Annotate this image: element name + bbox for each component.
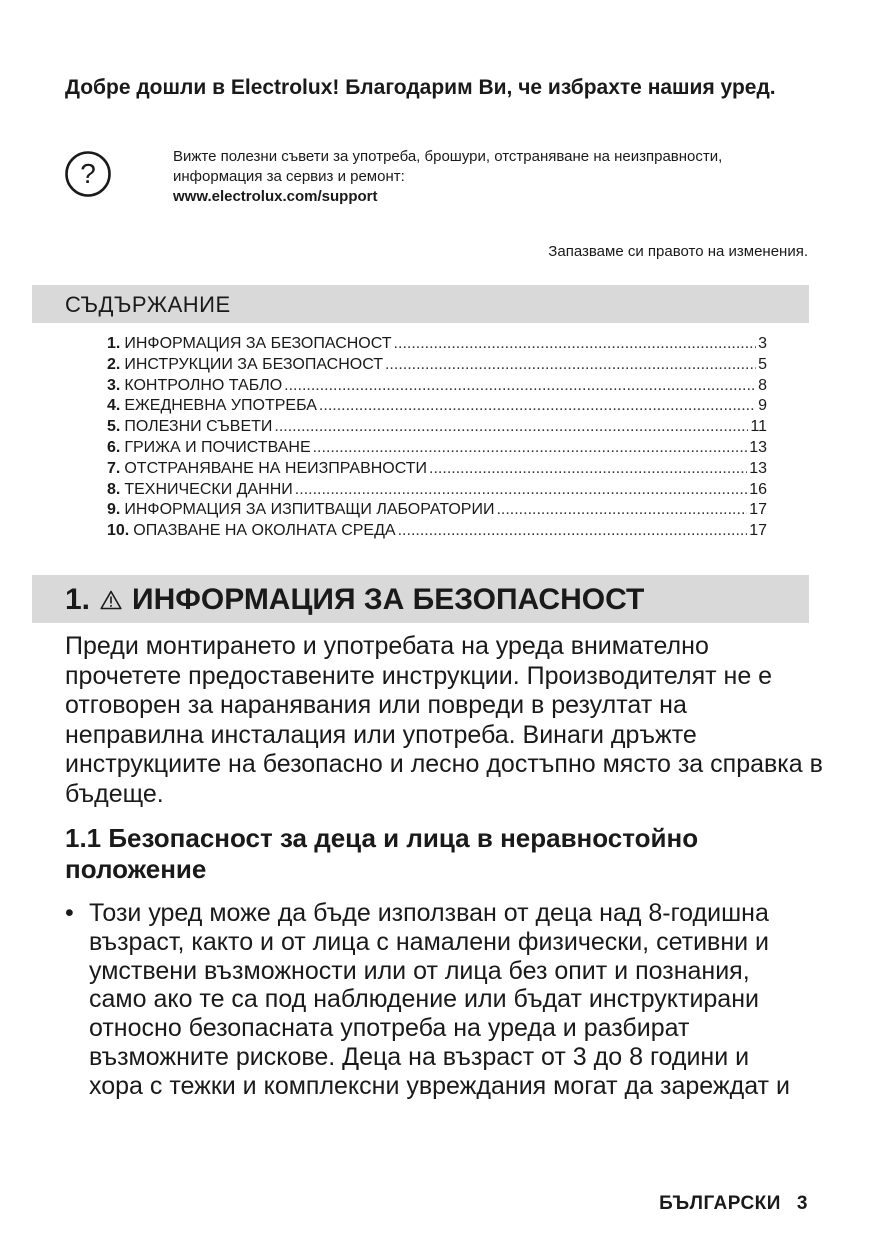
toc-dot-leader (429, 459, 747, 480)
toc-item-label: ОПАЗВАНЕ НА ОКОЛНАТА СРЕДА (133, 522, 396, 540)
toc-item-number: 2. (107, 355, 121, 373)
toc-header-bar (32, 285, 809, 323)
toc-item-page: 13 (749, 459, 767, 477)
toc-dot-leader (319, 396, 756, 417)
toc-dot-leader (295, 480, 747, 501)
bullet-text: Този уред може да бъде използван от деца над 8-годишна възраст, както и от лица с намалени физически, сетивни и умствени възможности или от лица без опит и познания, само ако те са под наблюдение или бъдат инструктирани относно безопасната употреба на уреда и разбират възможните рискове. Деца на възраст от 3 до 8 години и хора с тежки и комплексни увреждания могат да зареждат и (89, 899, 790, 1100)
toc-item-number: 10. (107, 522, 130, 540)
toc-item[interactable] (107, 500, 767, 521)
toc-item-label: ПОЛЕЗНИ СЪВЕТИ (124, 418, 273, 436)
rights-notice: Запазваме си правото на изменения. (548, 243, 808, 260)
toc-item[interactable] (107, 417, 767, 438)
toc-item-label: КОНТРОЛНО ТАБЛО (124, 376, 283, 394)
toc-item-number: 9. (107, 501, 121, 519)
svg-text:?: ? (80, 158, 96, 189)
toc-item[interactable] (107, 376, 767, 397)
page-number: 3 (796, 1193, 808, 1214)
toc-dot-leader (385, 355, 756, 376)
section-number: 1. (65, 583, 91, 616)
toc-item-label: ИНФОРМАЦИЯ ЗА ИЗПИТВАЩИ ЛАБОРАТОРИИ (124, 501, 495, 519)
toc-dot-leader (284, 376, 756, 397)
section-1-header-bar (32, 575, 809, 623)
toc-item[interactable] (107, 438, 767, 459)
subsection-title: 1.1 Безопасност за деца и лица в неравностойно положение (65, 823, 699, 884)
toc-item-page: 3 (758, 335, 767, 352)
toc-dot-leader (496, 500, 747, 521)
page-footer (659, 1193, 808, 1215)
toc-item-page: 11 (750, 418, 767, 436)
toc-item-label: ИНСТРУКЦИИ ЗА БЕЗОПАСНОСТ (124, 355, 383, 373)
toc-item-page: 9 (758, 397, 767, 415)
toc-dot-leader (398, 521, 748, 542)
toc-item[interactable] (107, 334, 767, 355)
welcome-heading: Добре дошли в Electrolux! Благодарим Ви, че избрахте нашия уред. (65, 76, 776, 99)
toc-dot-leader (394, 334, 757, 355)
toc-item-page: 8 (758, 376, 767, 394)
support-info (173, 147, 813, 207)
support-text-line-1: Вижте полезни съвети за употреба, брошури, отстраняване на неизправности, (173, 148, 723, 165)
list-item (65, 899, 825, 1101)
section-1-title (65, 584, 644, 616)
toc-item-number: 6. (107, 438, 121, 456)
toc-item-number: 5. (107, 418, 121, 436)
toc-item-page: 5 (758, 355, 767, 373)
support-link[interactable]: www.electrolux.com/support (173, 188, 378, 205)
toc-item-label: ОТСТРАНЯВАНЕ НА НЕИЗПРАВНОСТИ (124, 459, 428, 477)
toc-item[interactable] (107, 480, 767, 501)
toc-item-page: 17 (749, 522, 767, 540)
toc-item[interactable] (107, 396, 767, 417)
toc-item-label: ЕЖЕДНЕВНА УПОТРЕБА (124, 397, 317, 415)
toc-item[interactable] (107, 521, 767, 542)
toc-item-page: 13 (749, 438, 767, 456)
question-circle-icon (64, 150, 112, 198)
toc-item[interactable] (107, 459, 767, 480)
section-title-text: ИНФОРМАЦИЯ ЗА БЕЗОПАСНОСТ (132, 583, 645, 616)
toc-item-page: 16 (749, 480, 767, 498)
toc-item-number: 7. (107, 459, 121, 477)
toc-item-number: 1. (107, 335, 121, 352)
toc-item-number: 8. (107, 480, 121, 498)
toc-item[interactable] (107, 355, 767, 376)
footer-language: БЪЛГАРСКИ (659, 1193, 781, 1214)
toc-dot-leader (274, 417, 748, 438)
toc-item-number: 4. (107, 397, 121, 415)
toc-item-label: ИНФОРМАЦИЯ ЗА БЕЗОПАСНОСТ (124, 335, 392, 352)
safety-intro-paragraph: Преди монтирането и употребата на уреда внимателно прочетете предоставените инструкции. Производителят не е отговорен за наранявания или повреди в резултат на неправилна инсталация или употреба. Винаги дръжте инструкциите на безопасно и лесно достъпно място за справка в бъдеще. (65, 632, 823, 808)
toc-item-number: 3. (107, 376, 121, 394)
toc-item-page: 17 (749, 501, 767, 519)
toc-item-label: ТЕХНИЧЕСКИ ДАННИ (124, 480, 293, 498)
support-text-line-2: информация за сервиз и ремонт: (173, 168, 405, 185)
warning-triangle-icon (100, 590, 122, 610)
table-of-contents (107, 334, 767, 542)
toc-title: СЪДЪРЖАНИЕ (65, 292, 231, 317)
toc-item-label: ГРИЖА И ПОЧИСТВАНЕ (124, 438, 311, 456)
toc-dot-leader (313, 438, 748, 459)
bullet-dot-icon: • (65, 899, 74, 927)
